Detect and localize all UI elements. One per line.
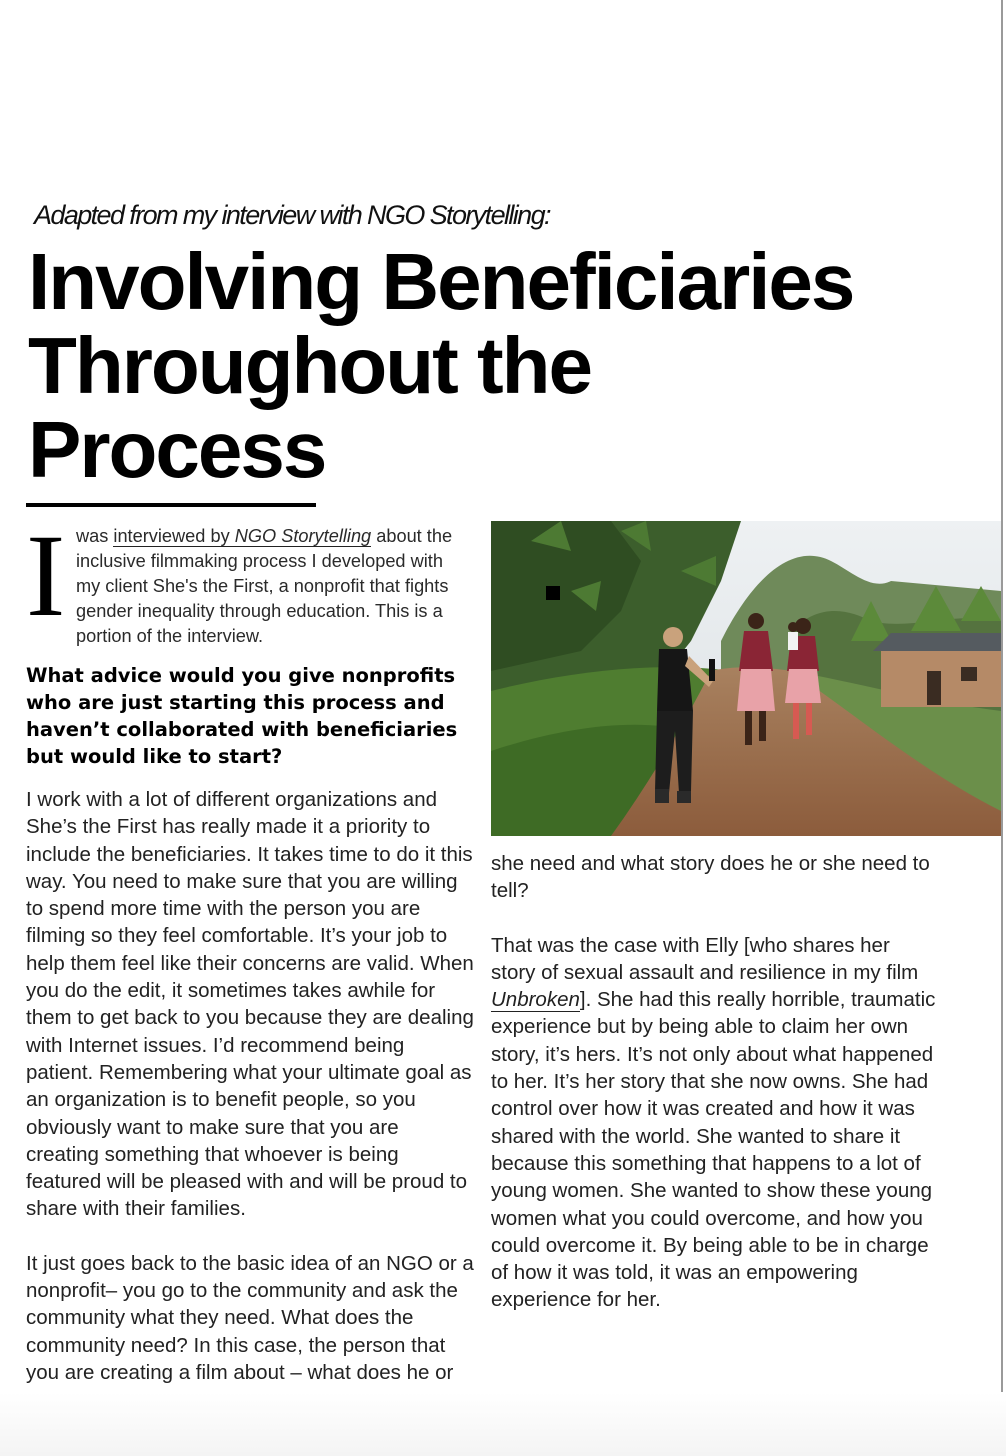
page-footer-shadow [0,1392,1006,1456]
distant-figure [788,622,798,650]
answer-paragraph: It just goes back to the basic idea of an NGO or a nonprofit– you go to the community and ask the community what they need. What does the community need? In this case, the person that you are creating a film about – what does he or [26,1251,474,1384]
intro-paragraph: was interviewed by NGO Storytelling about the inclusive filmmaking process I developed with my client She's the First, a nonprofit that fights gender inequality through education. This is a portion of the interview. [76,526,453,646]
drop-cap: I [26,510,66,641]
title-line: Throughout the [28,321,591,410]
unbroken-film-link[interactable]: Unbroken [491,988,580,1012]
interview-question: What advice would you give nonprofits who are just starting this process and haven’t collaborated with beneficiaries but would like to start? [26,664,458,768]
article-title [28,237,988,494]
photo-illustration [491,521,1001,836]
elly-paragraph: That was the case with Elly [who shares her story of sexual assault and resilience in my film Unbroken]. She had this really horrible, traumatic experience but by being able to claim her own story, it’s hers. It’s not only about what happened to her. It’s her story that she now owns. She had control over how it was created and how it was shared with the world. She wanted to share it because this something that happens to a lot of young women. She wanted to show these young women what you could overcome, and how you could overcome it. By being able to be in charge of how it was told, it was an empowering experience for her. [491,933,936,1312]
ngo-storytelling-link[interactable]: interviewed by NGO Storytelling [113,526,372,546]
page-edge [1001,0,1003,1400]
answer-column-right [491,850,939,1341]
answer-column-left [26,786,474,1413]
article-photo [491,521,1001,836]
article-kicker: Adapted from my interview with NGO Storytelling: [34,200,550,230]
intro-block [26,510,471,649]
title-divider [26,503,316,507]
answer-paragraph: I work with a lot of different organizations and She’s the First has really made it a priority to include the beneficiaries. It takes time to do it this way. You need to make sure that you are willing to spend more time with the person you are filming so they feel comfortable. It’s your job to help them feel like their concerns are valid. When you do the edit, it sometimes takes awhile for them to get back to you because they are dealing with Internet issues. I’d recommend being patient. Remembering what your ultimate goal as an organization is to benefit people, so you obviously want to make sure that you are creating something that whoever is being featured will be pleased with and will be proud to share with their families. [26,788,474,1221]
title-line: Process [28,405,326,494]
title-line: Involving Beneficiaries [28,237,854,326]
answer-paragraph: she need and what story does he or she need to tell? [491,852,930,903]
